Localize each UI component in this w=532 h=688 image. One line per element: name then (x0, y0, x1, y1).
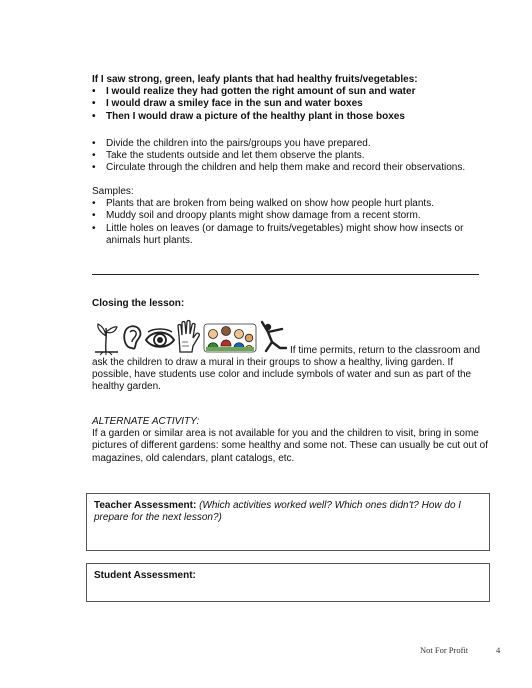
activity-icons-strip (92, 318, 288, 356)
steps-list (92, 138, 492, 175)
intro-bullet: • I would draw a smiley face in the sun and water boxes (92, 98, 492, 110)
samples-section (92, 186, 487, 247)
section-divider (92, 274, 479, 275)
student-assessment-content (87, 564, 489, 582)
eye-icon (146, 329, 174, 347)
alternate-text: If a garden or similar area is not available for you and the children to visit, bring in some pictures of different gardens: some healthy and some not. These can usually be cut out of magazines, old calendars, plant catalogs, etc. (92, 428, 488, 464)
ear-icon (124, 326, 140, 348)
student-assessment-box[interactable] (86, 563, 490, 602)
teacher-assessment-content (87, 494, 489, 525)
alternate-heading: ALTERNATE ACTIVITY: (92, 416, 200, 427)
intro-bullet: • Then I would draw a picture of the healthy plant in those boxes (92, 111, 492, 123)
sample-item: • Muddy soil and droopy plants might show damage from a recent storm. (92, 210, 487, 222)
closing-text-line1: If time permits, return to the classroom and (290, 345, 481, 356)
plant-sprout-icon (95, 324, 118, 355)
closing-text: ask the children to draw a mural in their groups to show a healthy, living garden. If possible, have students use color and include symbols of water and sun as part of the healthy garden. (92, 357, 472, 393)
step-item: • Divide the children into the pairs/groups you have prepared. (92, 138, 492, 150)
teacher-assessment-box[interactable] (86, 493, 490, 551)
samples-list (92, 198, 487, 247)
sample-item: • Little holes on leaves (or damage to fruits/vegetables) might show how insects or animals hurt plants. (92, 223, 487, 247)
children-group-icon (204, 324, 256, 352)
samples-label: Samples: (92, 186, 134, 197)
alternate-section (92, 416, 502, 465)
sample-item: • Plants that are broken from being walked on show how people hurt plants. (92, 198, 487, 210)
dancer-icon (262, 322, 286, 351)
footer-note: Not For Profit (420, 645, 469, 655)
intro-bullet: • I would realize they had gotten the right amount of sun and water (92, 86, 492, 98)
teacher-assessment-prompt: (Which activities worked well? Which ones didn't? How do I prepare for the next lesson?) (94, 500, 462, 524)
steps-section (92, 138, 492, 175)
teacher-assessment-label: Teacher Assessment: (94, 500, 197, 511)
step-item: • Circulate through the children and help them make and record their observations. (92, 162, 492, 174)
page-number: 4 (496, 645, 501, 655)
student-assessment-label: Student Assessment: (94, 570, 196, 581)
closing-heading: Closing the lesson: (92, 298, 185, 309)
step-item: • Take the students outside and let them observe the plants. (92, 150, 492, 162)
hand-icon (178, 321, 199, 353)
intro-section (92, 74, 492, 123)
intro-bullet-list (92, 86, 492, 123)
intro-heading: If I saw strong, green, leafy plants that had healthy fruits/vegetables: (92, 74, 418, 85)
